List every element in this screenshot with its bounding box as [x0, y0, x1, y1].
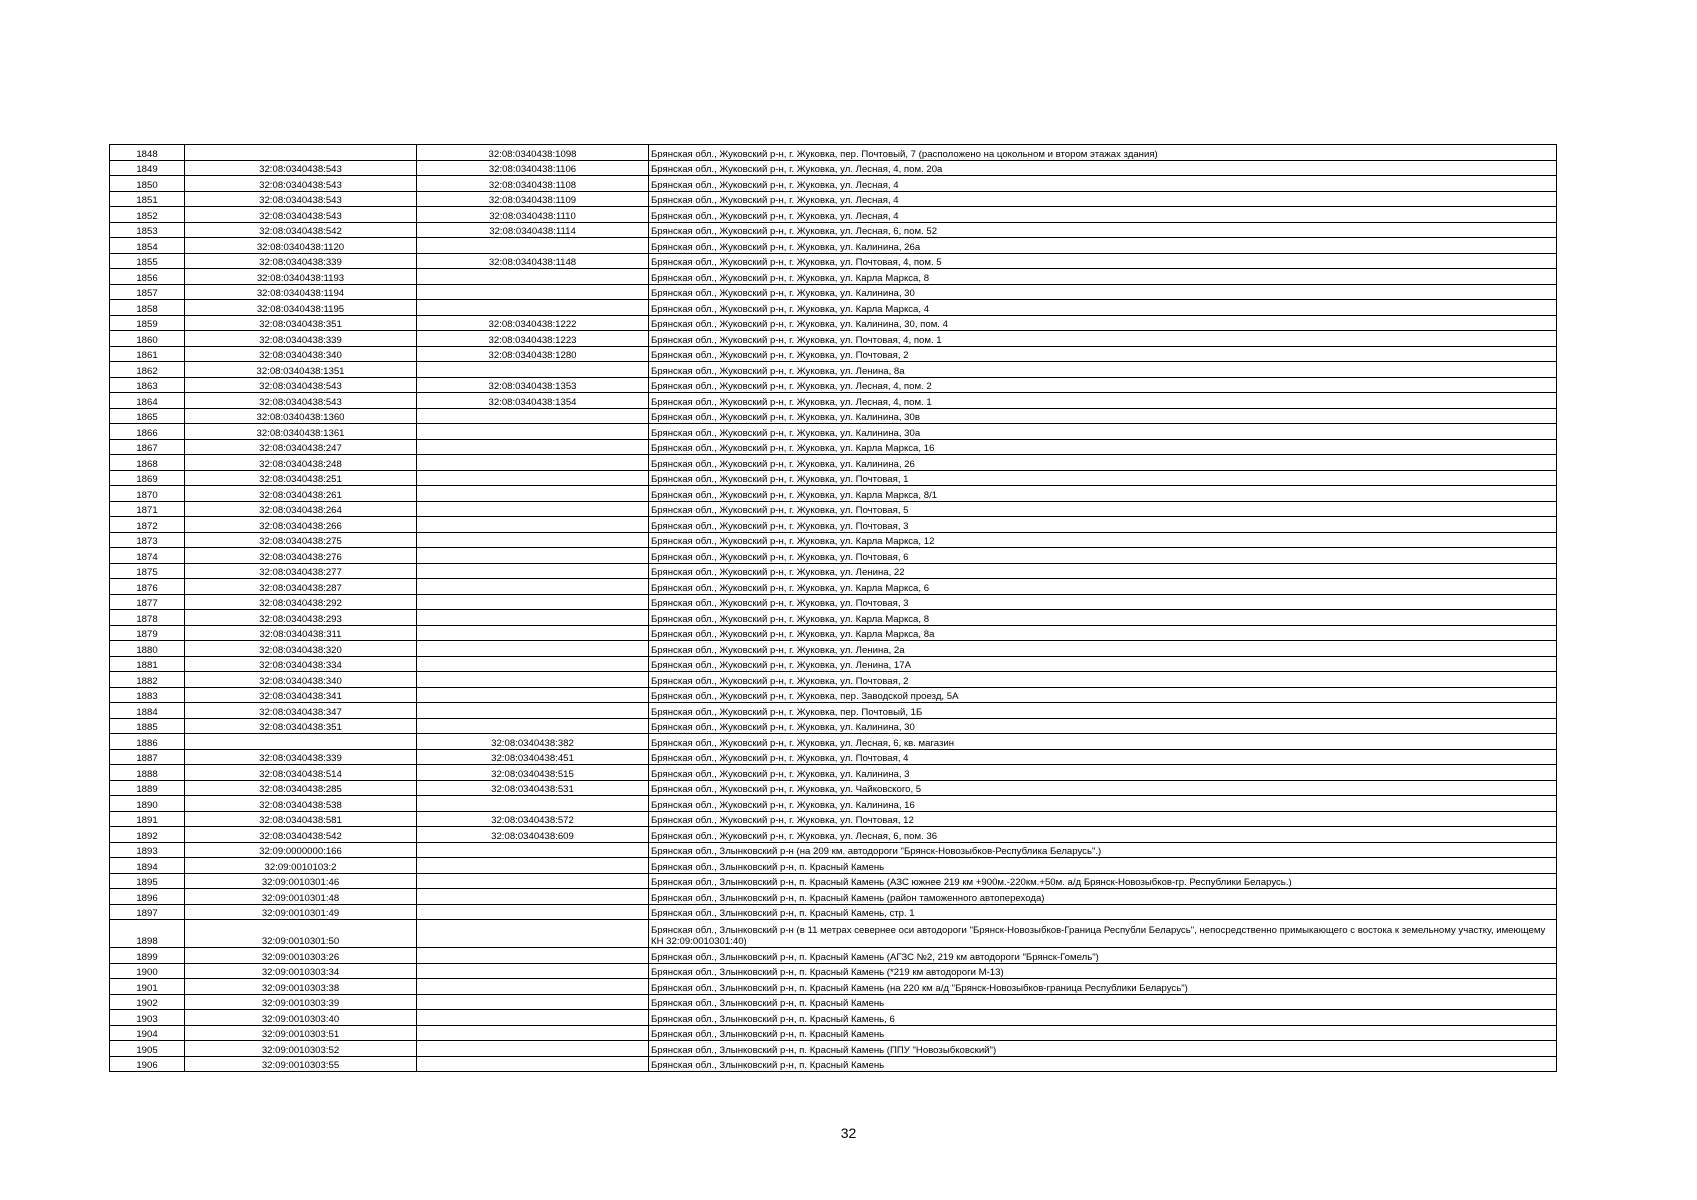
cadastral-number-cell: 32:08:0340438:1360 [185, 408, 417, 424]
row-number-cell: 1885 [110, 718, 185, 734]
table-row [110, 315, 1557, 331]
address-cell: Брянская обл., Жуковский р-н, г. Жуковка, ул. Почтовая, 1 [649, 470, 1557, 486]
table-row [110, 656, 1557, 672]
address-cell: Брянская обл., Жуковский р-н, г. Жуковка, ул. Калинина, 30а [649, 424, 1557, 440]
table-row [110, 284, 1557, 300]
address-cell: Брянская обл., Злынковский р-н (на 209 км. автодороги "Брянск-Новозыбков-Республика Беларусь".) [649, 842, 1557, 858]
address-cell: Брянская обл., Злынковский р-н (в 11 метрах севернее оси автодороги "Брянск-Новозыбков-Граница Республи Беларусь", непосредственно примыкающего с востока к земельному участку, имеющему КН 32:09:0010301:40) [649, 920, 1557, 948]
cadastral-number-cell: 32:08:0340438:275 [185, 532, 417, 548]
cadastral-number-cell: 32:08:0340438:543 [185, 207, 417, 223]
table-row [110, 253, 1557, 269]
table-row [110, 979, 1557, 995]
cadastral-number-cell: 32:08:0340438:1351 [185, 362, 417, 378]
address-cell: Брянская обл., Жуковский р-н, г. Жуковка, ул. Ленина, 8а [649, 362, 1557, 378]
address-cell: Брянская обл., Жуковский р-н, г. Жуковка, ул. Ленина, 2а [649, 641, 1557, 657]
cadastral-number-cell: 32:09:0010301:49 [185, 904, 417, 920]
cadastral-number-cell: 32:09:0000000:166 [185, 842, 417, 858]
table-row [110, 796, 1557, 812]
sub-cadastral-number-cell [417, 641, 649, 657]
cadastral-number-cell: 32:08:0340438:339 [185, 331, 417, 347]
sub-cadastral-number-cell [417, 948, 649, 964]
table-row [110, 625, 1557, 641]
address-cell: Брянская обл., Жуковский р-н, г. Жуковка, ул. Карла Маркса, 8а [649, 625, 1557, 641]
table-row [110, 579, 1557, 595]
address-cell: Брянская обл., Жуковский р-н, г. Жуковка, ул. Лесная, 4 [649, 207, 1557, 223]
table-row [110, 393, 1557, 409]
cadastral-number-cell: 32:08:0340438:320 [185, 641, 417, 657]
address-cell: Брянская обл., Жуковский р-н, г. Жуковка, ул. Карла Маркса, 6 [649, 579, 1557, 595]
address-cell: Брянская обл., Жуковский р-н, г. Жуковка, пер. Почтовый, 1Б [649, 703, 1557, 719]
table-row [110, 889, 1557, 905]
address-cell: Брянская обл., Жуковский р-н, г. Жуковка, ул. Лесная, 4, пом. 2 [649, 377, 1557, 393]
sub-cadastral-number-cell [417, 672, 649, 688]
row-number-cell: 1863 [110, 377, 185, 393]
cadastral-number-cell: 32:09:0010303:34 [185, 963, 417, 979]
sub-cadastral-number-cell [417, 979, 649, 995]
sub-cadastral-number-cell [417, 889, 649, 905]
address-cell: Брянская обл., Жуковский р-н, г. Жуковка, ул. Карла Маркса, 12 [649, 532, 1557, 548]
sub-cadastral-number-cell [417, 1010, 649, 1026]
sub-cadastral-number-cell [417, 424, 649, 440]
address-cell: Брянская обл., Жуковский р-н, г. Жуковка, ул. Ленина, 17А [649, 656, 1557, 672]
table-row [110, 994, 1557, 1010]
row-number-cell: 1902 [110, 994, 185, 1010]
address-cell: Брянская обл., Жуковский р-н, г. Жуковка, ул. Почтовая, 6 [649, 548, 1557, 564]
row-number-cell: 1899 [110, 948, 185, 964]
cadastral-number-cell: 32:08:0340438:538 [185, 796, 417, 812]
cadastral-number-cell: 32:08:0340438:340 [185, 346, 417, 362]
row-number-cell: 1851 [110, 191, 185, 207]
address-cell: Брянская обл., Злынковский р-н, п. Красный Камень (район таможенного автоперехода) [649, 889, 1557, 905]
table-row [110, 1041, 1557, 1057]
cadastral-number-cell: 32:09:0010103:2 [185, 858, 417, 874]
table-row [110, 222, 1557, 238]
address-cell: Брянская обл., Злынковский р-н, п. Красный Камень [649, 1056, 1557, 1072]
table-row [110, 963, 1557, 979]
row-number-cell: 1884 [110, 703, 185, 719]
table-row [110, 331, 1557, 347]
table-row [110, 486, 1557, 502]
row-number-cell: 1893 [110, 842, 185, 858]
row-number-cell: 1857 [110, 284, 185, 300]
cadastral-number-cell: 32:09:0010303:26 [185, 948, 417, 964]
cadastral-number-cell: 32:08:0340438:287 [185, 579, 417, 595]
address-cell: Брянская обл., Жуковский р-н, г. Жуковка, ул. Почтовая, 5 [649, 501, 1557, 517]
cadastral-number-cell: 32:08:0340438:334 [185, 656, 417, 672]
sub-cadastral-number-cell: 32:08:0340438:531 [417, 780, 649, 796]
table-row [110, 1025, 1557, 1041]
address-cell: Брянская обл., Жуковский р-н, г. Жуковка, пер. Почтовый, 7 (расположено на цокольном и втором этажах здания) [649, 145, 1557, 161]
cadastral-number-cell: 32:08:0340438:264 [185, 501, 417, 517]
cadastral-number-cell: 32:08:0340438:277 [185, 563, 417, 579]
address-cell: Брянская обл., Злынковский р-н, п. Красный Камень (на 220 км а/д "Брянск-Новозыбков-граница Республики Беларусь") [649, 979, 1557, 995]
table-row [110, 749, 1557, 765]
cadastral-number-cell: 32:08:0340438:1195 [185, 300, 417, 316]
sub-cadastral-number-cell: 32:08:0340438:1354 [417, 393, 649, 409]
address-cell: Брянская обл., Жуковский р-н, г. Жуковка, ул. Калинина, 3 [649, 765, 1557, 781]
cadastral-number-cell: 32:08:0340438:1193 [185, 269, 417, 285]
table-row [110, 734, 1557, 750]
cadastral-number-cell: 32:09:0010301:48 [185, 889, 417, 905]
address-cell: Брянская обл., Жуковский р-н, г. Жуковка, ул. Лесная, 6, кв. магазин [649, 734, 1557, 750]
row-number-cell: 1870 [110, 486, 185, 502]
address-cell: Брянская обл., Жуковский р-н, г. Жуковка, ул. Калинина, 30 [649, 718, 1557, 734]
cadastral-number-cell: 32:08:0340438:339 [185, 253, 417, 269]
cadastral-number-cell: 32:09:0010303:38 [185, 979, 417, 995]
sub-cadastral-number-cell: 32:08:0340438:1108 [417, 176, 649, 192]
cadastral-number-cell: 32:09:0010303:40 [185, 1010, 417, 1026]
sub-cadastral-number-cell: 32:08:0340438:1280 [417, 346, 649, 362]
row-number-cell: 1864 [110, 393, 185, 409]
sub-cadastral-number-cell [417, 284, 649, 300]
sub-cadastral-number-cell: 32:08:0340438:1223 [417, 331, 649, 347]
cadastral-number-cell: 32:09:0010303:52 [185, 1041, 417, 1057]
table-row [110, 269, 1557, 285]
sub-cadastral-number-cell: 32:08:0340438:1222 [417, 315, 649, 331]
row-number-cell: 1888 [110, 765, 185, 781]
address-cell: Брянская обл., Жуковский р-н, г. Жуковка, ул. Чайковского, 5 [649, 780, 1557, 796]
sub-cadastral-number-cell [417, 625, 649, 641]
table-row [110, 873, 1557, 889]
address-cell: Брянская обл., Жуковский р-н, г. Жуковка, ул. Почтовая, 2 [649, 346, 1557, 362]
row-number-cell: 1855 [110, 253, 185, 269]
table-row [110, 517, 1557, 533]
cadastral-number-cell: 32:08:0340438:1194 [185, 284, 417, 300]
address-cell: Брянская обл., Злынковский р-н, п. Красный Камень, 6 [649, 1010, 1557, 1026]
address-cell: Брянская обл., Жуковский р-н, г. Жуковка, ул. Лесная, 4, пом. 20а [649, 160, 1557, 176]
sub-cadastral-number-cell [417, 439, 649, 455]
cadastral-number-cell: 32:08:0340438:247 [185, 439, 417, 455]
sub-cadastral-number-cell [417, 517, 649, 533]
row-number-cell: 1904 [110, 1025, 185, 1041]
sub-cadastral-number-cell [417, 873, 649, 889]
table-row [110, 703, 1557, 719]
address-cell: Брянская обл., Злынковский р-н, п. Красный Камень [649, 1025, 1557, 1041]
table-row [110, 408, 1557, 424]
cadastral-number-cell: 32:08:0340438:251 [185, 470, 417, 486]
sub-cadastral-number-cell [417, 796, 649, 812]
row-number-cell: 1874 [110, 548, 185, 564]
row-number-cell: 1865 [110, 408, 185, 424]
cadastral-number-cell: 32:08:0340438:292 [185, 594, 417, 610]
row-number-cell: 1854 [110, 238, 185, 254]
row-number-cell: 1858 [110, 300, 185, 316]
table-row [110, 563, 1557, 579]
table-row [110, 842, 1557, 858]
row-number-cell: 1896 [110, 889, 185, 905]
sub-cadastral-number-cell [417, 563, 649, 579]
cadastral-number-cell: 32:08:0340438:542 [185, 222, 417, 238]
row-number-cell: 1875 [110, 563, 185, 579]
address-cell: Брянская обл., Жуковский р-н, г. Жуковка, ул. Почтовая, 12 [649, 811, 1557, 827]
row-number-cell: 1900 [110, 963, 185, 979]
sub-cadastral-number-cell [417, 269, 649, 285]
table-row [110, 191, 1557, 207]
row-number-cell: 1882 [110, 672, 185, 688]
cadastral-number-cell [185, 145, 417, 161]
cadastral-number-cell: 32:08:0340438:341 [185, 687, 417, 703]
address-cell: Брянская обл., Жуковский р-н, г. Жуковка, ул. Калинина, 26а [649, 238, 1557, 254]
sub-cadastral-number-cell [417, 548, 649, 564]
row-number-cell: 1897 [110, 904, 185, 920]
row-number-cell: 1891 [110, 811, 185, 827]
address-cell: Брянская обл., Жуковский р-н, г. Жуковка, ул. Калинина, 26 [649, 455, 1557, 471]
table-row [110, 238, 1557, 254]
address-cell: Брянская обл., Жуковский р-н, г. Жуковка, ул. Лесная, 4, пом. 1 [649, 393, 1557, 409]
cadastral-number-cell: 32:08:0340438:311 [185, 625, 417, 641]
cadastral-number-cell: 32:08:0340438:543 [185, 377, 417, 393]
cadastral-number-cell: 32:09:0010301:50 [185, 920, 417, 948]
cadastral-number-cell: 32:08:0340438:543 [185, 176, 417, 192]
sub-cadastral-number-cell: 32:08:0340438:1148 [417, 253, 649, 269]
address-cell: Брянская обл., Жуковский р-н, г. Жуковка, ул. Почтовая, 3 [649, 594, 1557, 610]
row-number-cell: 1866 [110, 424, 185, 440]
sub-cadastral-number-cell: 32:08:0340438:515 [417, 765, 649, 781]
row-number-cell: 1861 [110, 346, 185, 362]
sub-cadastral-number-cell: 32:08:0340438:1114 [417, 222, 649, 238]
sub-cadastral-number-cell [417, 1025, 649, 1041]
row-number-cell: 1881 [110, 656, 185, 672]
address-cell: Брянская обл., Жуковский р-н, г. Жуковка, ул. Почтовая, 4, пом. 5 [649, 253, 1557, 269]
address-cell: Брянская обл., Жуковский р-н, г. Жуковка, ул. Карла Маркса, 16 [649, 439, 1557, 455]
table-row [110, 207, 1557, 223]
sub-cadastral-number-cell [417, 858, 649, 874]
table-row [110, 672, 1557, 688]
table-row [110, 424, 1557, 440]
cadastral-number-cell: 32:08:0340438:266 [185, 517, 417, 533]
sub-cadastral-number-cell [417, 842, 649, 858]
sub-cadastral-number-cell [417, 300, 649, 316]
table-row [110, 470, 1557, 486]
address-cell: Брянская обл., Жуковский р-н, г. Жуковка, ул. Ленина, 22 [649, 563, 1557, 579]
sub-cadastral-number-cell [417, 904, 649, 920]
sub-cadastral-number-cell [417, 470, 649, 486]
row-number-cell: 1883 [110, 687, 185, 703]
row-number-cell: 1860 [110, 331, 185, 347]
cadastral-number-cell: 32:08:0340438:351 [185, 718, 417, 734]
sub-cadastral-number-cell [417, 963, 649, 979]
address-cell: Брянская обл., Злынковский р-н, п. Красный Камень (*219 км автодороги М-13) [649, 963, 1557, 979]
table-row [110, 176, 1557, 192]
address-cell: Брянская обл., Злынковский р-н, п. Красный Камень (ППУ "Новозыбковский") [649, 1041, 1557, 1057]
cadastral-number-cell: 32:08:0340438:293 [185, 610, 417, 626]
cadastral-number-cell: 32:08:0340438:1361 [185, 424, 417, 440]
address-cell: Брянская обл., Жуковский р-н, г. Жуковка, ул. Калинина, 30 [649, 284, 1557, 300]
row-number-cell: 1886 [110, 734, 185, 750]
row-number-cell: 1867 [110, 439, 185, 455]
row-number-cell: 1889 [110, 780, 185, 796]
table-row [110, 594, 1557, 610]
row-number-cell: 1887 [110, 749, 185, 765]
row-number-cell: 1890 [110, 796, 185, 812]
row-number-cell: 1873 [110, 532, 185, 548]
row-number-cell: 1898 [110, 920, 185, 948]
sub-cadastral-number-cell [417, 362, 649, 378]
row-number-cell: 1905 [110, 1041, 185, 1057]
sub-cadastral-number-cell [417, 501, 649, 517]
row-number-cell: 1852 [110, 207, 185, 223]
table-row [110, 765, 1557, 781]
address-cell: Брянская обл., Жуковский р-н, г. Жуковка, ул. Лесная, 6, пом. 36 [649, 827, 1557, 843]
row-number-cell: 1895 [110, 873, 185, 889]
row-number-cell: 1892 [110, 827, 185, 843]
sub-cadastral-number-cell [417, 455, 649, 471]
sub-cadastral-number-cell: 32:08:0340438:1353 [417, 377, 649, 393]
table-row [110, 780, 1557, 796]
sub-cadastral-number-cell [417, 656, 649, 672]
table-row [110, 1056, 1557, 1072]
sub-cadastral-number-cell: 32:08:0340438:1109 [417, 191, 649, 207]
sub-cadastral-number-cell [417, 1041, 649, 1057]
cadastral-number-cell: 32:09:0010301:46 [185, 873, 417, 889]
cadastral-number-cell: 32:08:0340438:248 [185, 455, 417, 471]
cadastral-number-cell: 32:08:0340438:351 [185, 315, 417, 331]
address-cell: Брянская обл., Злынковский р-н, п. Красный Камень [649, 994, 1557, 1010]
address-cell: Брянская обл., Злынковский р-н, п. Красный Камень (АЗС южнее 219 км +900м.-220км.+50м. а/д Брянск-Новозыбков-гр. Республики Беларусь.) [649, 873, 1557, 889]
address-cell: Брянская обл., Жуковский р-н, г. Жуковка, ул. Калинина, 30, пом. 4 [649, 315, 1557, 331]
sub-cadastral-number-cell [417, 486, 649, 502]
address-cell: Брянская обл., Жуковский р-н, г. Жуковка, ул. Почтовая, 4 [649, 749, 1557, 765]
sub-cadastral-number-cell [417, 718, 649, 734]
row-number-cell: 1876 [110, 579, 185, 595]
sub-cadastral-number-cell [417, 703, 649, 719]
table-row [110, 811, 1557, 827]
cadastral-number-cell: 32:09:0010303:51 [185, 1025, 417, 1041]
row-number-cell: 1859 [110, 315, 185, 331]
document-sheet [109, 144, 1556, 1072]
cadastral-number-cell: 32:08:0340438:581 [185, 811, 417, 827]
row-number-cell: 1848 [110, 145, 185, 161]
property-table [109, 144, 1557, 1072]
address-cell: Брянская обл., Жуковский р-н, г. Жуковка, ул. Почтовая, 2 [649, 672, 1557, 688]
row-number-cell: 1901 [110, 979, 185, 995]
cadastral-number-cell: 32:08:0340438:276 [185, 548, 417, 564]
table-row [110, 948, 1557, 964]
cadastral-number-cell: 32:08:0340438:339 [185, 749, 417, 765]
cadastral-number-cell: 32:08:0340438:543 [185, 393, 417, 409]
row-number-cell: 1850 [110, 176, 185, 192]
row-number-cell: 1878 [110, 610, 185, 626]
address-cell: Брянская обл., Жуковский р-н, г. Жуковка, ул. Калинина, 30в [649, 408, 1557, 424]
cadastral-number-cell: 32:09:0010303:55 [185, 1056, 417, 1072]
table-row [110, 300, 1557, 316]
address-cell: Брянская обл., Жуковский р-н, г. Жуковка, ул. Лесная, 4 [649, 176, 1557, 192]
sub-cadastral-number-cell [417, 610, 649, 626]
sub-cadastral-number-cell [417, 579, 649, 595]
table-row [110, 641, 1557, 657]
sub-cadastral-number-cell [417, 408, 649, 424]
sub-cadastral-number-cell [417, 532, 649, 548]
row-number-cell: 1906 [110, 1056, 185, 1072]
sub-cadastral-number-cell [417, 687, 649, 703]
table-row [110, 718, 1557, 734]
address-cell: Брянская обл., Жуковский р-н, г. Жуковка, ул. Карла Маркса, 8/1 [649, 486, 1557, 502]
address-cell: Брянская обл., Жуковский р-н, г. Жуковка, ул. Карла Маркса, 8 [649, 269, 1557, 285]
table-row [110, 904, 1557, 920]
row-number-cell: 1903 [110, 1010, 185, 1026]
sub-cadastral-number-cell [417, 920, 649, 948]
address-cell: Брянская обл., Злынковский р-н, п. Красный Камень [649, 858, 1557, 874]
address-cell: Брянская обл., Жуковский р-н, г. Жуковка, ул. Лесная, 4 [649, 191, 1557, 207]
cadastral-number-cell: 32:08:0340438:542 [185, 827, 417, 843]
cadastral-number-cell: 32:08:0340438:261 [185, 486, 417, 502]
address-cell: Брянская обл., Жуковский р-н, г. Жуковка, ул. Карла Маркса, 4 [649, 300, 1557, 316]
row-number-cell: 1856 [110, 269, 185, 285]
cadastral-number-cell: 32:08:0340438:340 [185, 672, 417, 688]
address-cell: Брянская обл., Злынковский р-н, п. Красный Камень, стр. 1 [649, 904, 1557, 920]
address-cell: Брянская обл., Жуковский р-н, г. Жуковка, ул. Калинина, 16 [649, 796, 1557, 812]
cadastral-number-cell: 32:09:0010303:39 [185, 994, 417, 1010]
address-cell: Брянская обл., Злынковский р-н, п. Красный Камень (АГЗС №2, 219 км автодороги "Брянск-Гомель") [649, 948, 1557, 964]
row-number-cell: 1877 [110, 594, 185, 610]
page-number: 32 [840, 1125, 857, 1141]
address-cell: Брянская обл., Жуковский р-н, г. Жуковка, ул. Карла Маркса, 8 [649, 610, 1557, 626]
table-row [110, 145, 1557, 161]
cadastral-number-cell [185, 734, 417, 750]
table-row [110, 439, 1557, 455]
table-row [110, 1010, 1557, 1026]
sub-cadastral-number-cell: 32:08:0340438:1098 [417, 145, 649, 161]
cadastral-number-cell: 32:08:0340438:514 [185, 765, 417, 781]
sub-cadastral-number-cell: 32:08:0340438:382 [417, 734, 649, 750]
row-number-cell: 1868 [110, 455, 185, 471]
table-row [110, 920, 1557, 948]
sub-cadastral-number-cell: 32:08:0340438:609 [417, 827, 649, 843]
table-row [110, 827, 1557, 843]
cadastral-number-cell: 32:08:0340438:543 [185, 160, 417, 176]
row-number-cell: 1879 [110, 625, 185, 641]
cadastral-number-cell: 32:08:0340438:1120 [185, 238, 417, 254]
row-number-cell: 1871 [110, 501, 185, 517]
table-row [110, 455, 1557, 471]
sub-cadastral-number-cell [417, 238, 649, 254]
table-row [110, 610, 1557, 626]
address-cell: Брянская обл., Жуковский р-н, г. Жуковка, ул. Почтовая, 3 [649, 517, 1557, 533]
row-number-cell: 1880 [110, 641, 185, 657]
sub-cadastral-number-cell [417, 594, 649, 610]
cadastral-number-cell: 32:08:0340438:347 [185, 703, 417, 719]
address-cell: Брянская обл., Жуковский р-н, г. Жуковка, ул. Лесная, 6, пом. 52 [649, 222, 1557, 238]
address-cell: Брянская обл., Жуковский р-н, г. Жуковка, пер. Заводской проезд, 5А [649, 687, 1557, 703]
sub-cadastral-number-cell [417, 994, 649, 1010]
table-row [110, 687, 1557, 703]
address-cell: Брянская обл., Жуковский р-н, г. Жуковка, ул. Почтовая, 4, пом. 1 [649, 331, 1557, 347]
sub-cadastral-number-cell: 32:08:0340438:1110 [417, 207, 649, 223]
table-row [110, 362, 1557, 378]
table-body [110, 145, 1557, 1072]
table-row [110, 501, 1557, 517]
sub-cadastral-number-cell: 32:08:0340438:1106 [417, 160, 649, 176]
table-row [110, 346, 1557, 362]
table-row [110, 548, 1557, 564]
table-row [110, 160, 1557, 176]
row-number-cell: 1872 [110, 517, 185, 533]
row-number-cell: 1853 [110, 222, 185, 238]
sub-cadastral-number-cell [417, 1056, 649, 1072]
sub-cadastral-number-cell: 32:08:0340438:572 [417, 811, 649, 827]
table-row [110, 858, 1557, 874]
cadastral-number-cell: 32:08:0340438:543 [185, 191, 417, 207]
row-number-cell: 1862 [110, 362, 185, 378]
row-number-cell: 1849 [110, 160, 185, 176]
table-row [110, 532, 1557, 548]
cadastral-number-cell: 32:08:0340438:285 [185, 780, 417, 796]
sub-cadastral-number-cell: 32:08:0340438:451 [417, 749, 649, 765]
row-number-cell: 1869 [110, 470, 185, 486]
table-row [110, 377, 1557, 393]
row-number-cell: 1894 [110, 858, 185, 874]
